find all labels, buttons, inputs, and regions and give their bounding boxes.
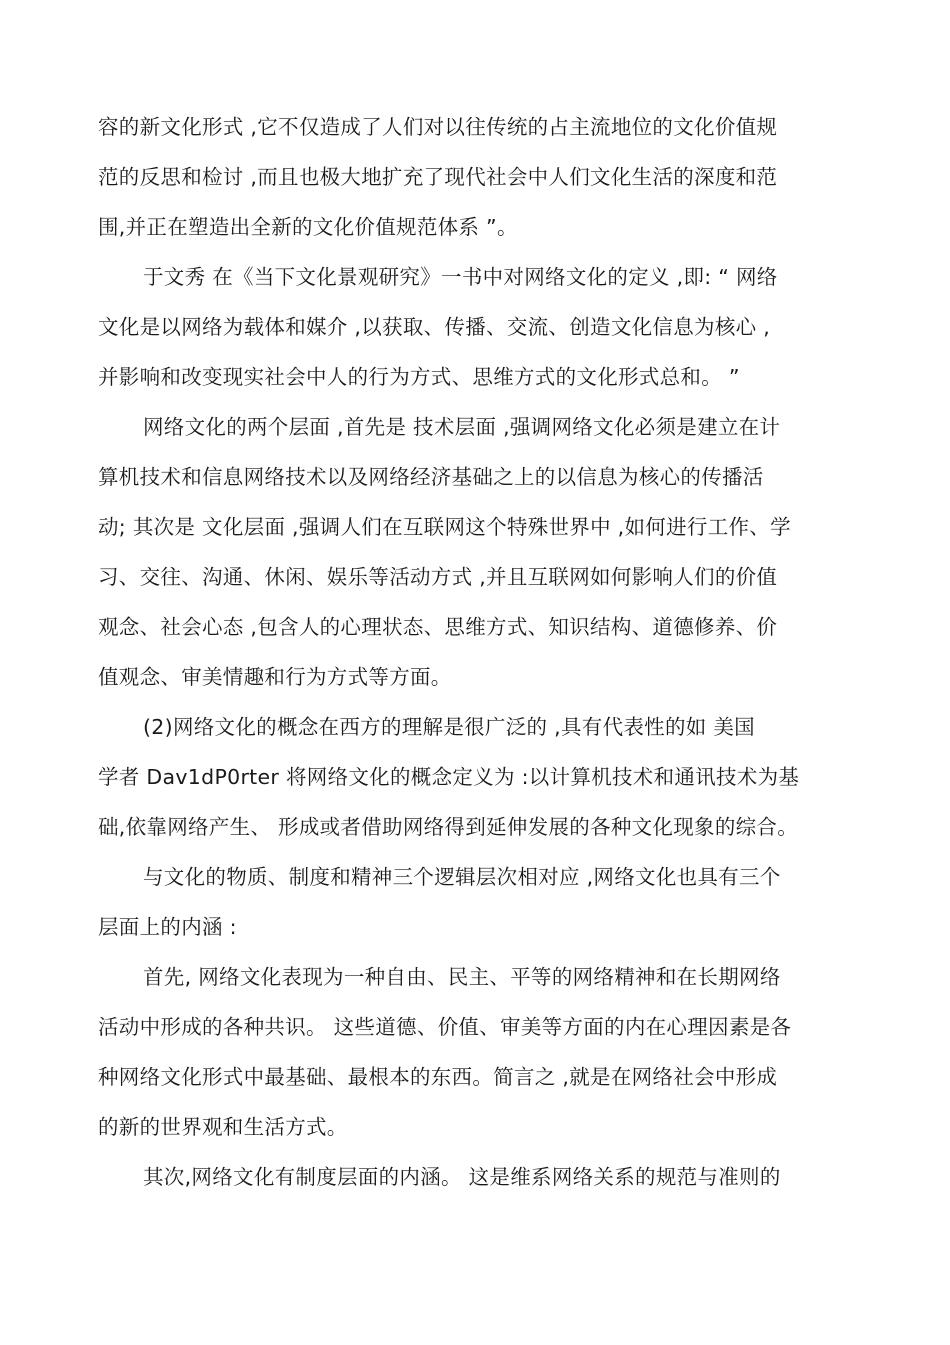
text-line: 文化是以网络为载体和媒介 ,以获取、传播、交流、创造文化信息为核心 , xyxy=(98,315,771,339)
text-line: 其次,网络文化有制度层面的内涵。 这是维系网络关系的规范与准则的 xyxy=(143,1165,781,1189)
text-line: (2)网络文化的概念在西方的理解是很广泛的 ,具有代表性的如 美国 xyxy=(143,715,755,739)
text-line: 活动中形成的各种共识。 这些道德、价值、审美等方面的内在心理因素是各 xyxy=(98,1015,792,1039)
text-line: 观念、社会心态 ,包含人的心理状态、思维方式、知识结构、道德修养、价 xyxy=(98,615,778,639)
text-line: 的新的世界观和生活方式。 xyxy=(98,1115,348,1139)
text-line: 种网络文化形式中最基础、最根本的东西。简言之 ,就是在网络社会中形成 xyxy=(98,1065,778,1089)
text-line: 于文秀 在《当下文化景观研究》一书中对网络文化的定义 ,即: “ 网络 xyxy=(143,265,778,289)
text-line: 动; 其次是 文化层面 ,强调人们在互联网这个特殊世界中 ,如何进行工作、学 xyxy=(98,515,791,539)
text-line: 层面上的内涵 : xyxy=(98,915,237,939)
text-line: 与文化的物质、制度和精神三个逻辑层次相对应 ,网络文化也具有三个 xyxy=(143,865,781,889)
text-line: 网络文化的两个层面 ,首先是 技术层面 ,强调网络文化必须是建立在计 xyxy=(143,415,781,439)
text-line: 算机技术和信息网络技术以及网络经济基础之上的以信息为核心的传播活 xyxy=(98,465,764,489)
text-line: 范的反思和检讨 ,而且也极大地扩充了现代社会中人们文化生活的深度和范 xyxy=(98,165,778,189)
text-line: 学者 Dav1dP0rter 将网络文化的概念定义为 :以计算机技术和通讯技术为基 xyxy=(98,765,800,789)
text-line: 值观念、审美情趣和行为方式等方面。 xyxy=(98,665,452,689)
text-line: 围,并正在塑造出全新的文化价值规范体系 ”。 xyxy=(98,215,518,239)
text-line: 首先, 网络文化表现为一种自由、民主、平等的网络精神和在长期网络 xyxy=(143,965,781,989)
text-line: 础,依靠网络产生、 形成或者借助网络得到延伸发展的各种文化现象的综合。 xyxy=(98,815,799,839)
text-line: 容的新文化形式 ,它不仅造成了人们对以往传统的占主流地位的文化价值规 xyxy=(98,115,778,139)
text-line: 习、交往、沟通、休闲、娱乐等活动方式 ,并且互联网如何影响人们的价值 xyxy=(98,565,778,589)
text-line: 并影响和改变现实社会中人的行为方式、思维方式的文化形式总和。 ” xyxy=(98,365,740,389)
